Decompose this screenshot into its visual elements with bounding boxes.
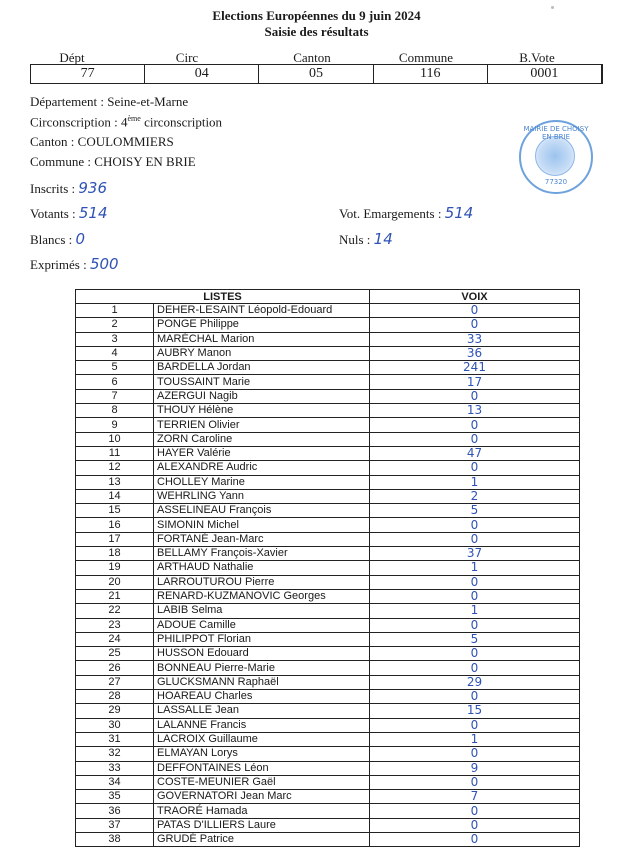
- row-number: 10: [76, 432, 154, 446]
- row-list-name: TERRIEN Olivier: [154, 418, 370, 432]
- commune-line: Commune : CHOISY EN BRIE: [30, 154, 196, 169]
- results-table: [75, 289, 580, 847]
- row-votes: 0: [370, 690, 580, 704]
- row-list-name: SIMONIN Michel: [154, 518, 370, 532]
- row-number: 7: [76, 389, 154, 403]
- row-number: 24: [76, 632, 154, 646]
- row-list-name: LABIB Selma: [154, 604, 370, 618]
- header-circ: Circ: [175, 50, 199, 65]
- row-votes: 0: [370, 647, 580, 661]
- row-votes: 2: [370, 489, 580, 503]
- row-votes: 1: [370, 604, 580, 618]
- row-number: 26: [76, 661, 154, 675]
- row-number: 17: [76, 532, 154, 546]
- row-list-name: BARDELLA Jordan: [154, 361, 370, 375]
- row-votes: 36: [370, 346, 580, 360]
- row-number: 9: [76, 418, 154, 432]
- blancs-value: 0: [75, 230, 86, 248]
- row-number: 5: [76, 361, 154, 375]
- table-row: [76, 389, 580, 403]
- table-row: [76, 432, 580, 446]
- row-list-name: GLUCKSMANN Raphaël: [154, 675, 370, 689]
- row-list-name: PONGE Philippe: [154, 318, 370, 332]
- row-votes: 0: [370, 389, 580, 403]
- row-number: 19: [76, 561, 154, 575]
- row-votes: 0: [370, 661, 580, 675]
- row-number: 3: [76, 332, 154, 346]
- row-votes: 17: [370, 375, 580, 389]
- stamp-text: MAIRIE DE CHOISY EN BRIE: [523, 125, 589, 141]
- row-number: 11: [76, 446, 154, 460]
- row-list-name: TRAORÉ Hamada: [154, 804, 370, 818]
- table-row: [76, 647, 580, 661]
- table-row: [76, 446, 580, 460]
- stamp-seal-icon: [535, 136, 575, 176]
- row-votes: 33: [370, 332, 580, 346]
- stamp-code: 77320: [544, 178, 568, 186]
- emargements-row: Vot. Emargements : 514: [339, 204, 474, 222]
- table-row: [76, 732, 580, 746]
- table-row: [76, 604, 580, 618]
- row-list-name: TOUSSAINT Marie: [154, 375, 370, 389]
- row-number: 15: [76, 504, 154, 518]
- row-votes: 0: [370, 575, 580, 589]
- row-votes: 0: [370, 318, 580, 332]
- row-votes: 0: [370, 432, 580, 446]
- row-list-name: COSTE-MEUNIER Gaël: [154, 775, 370, 789]
- table-row: [76, 761, 580, 775]
- row-votes: 0: [370, 832, 580, 846]
- row-votes: 0: [370, 775, 580, 789]
- table-row: [76, 404, 580, 418]
- row-number: 36: [76, 804, 154, 818]
- votants-value: 514: [78, 204, 108, 222]
- row-list-name: CHOLLEY Marine: [154, 475, 370, 489]
- row-number: 27: [76, 675, 154, 689]
- header-bvote: B.Vote: [519, 50, 555, 65]
- canton-line: Canton : COULOMMIERS: [30, 134, 174, 149]
- row-number: 23: [76, 618, 154, 632]
- table-row: [76, 318, 580, 332]
- row-number: 35: [76, 790, 154, 804]
- table-row: [76, 618, 580, 632]
- row-list-name: HUSSON Edouard: [154, 647, 370, 661]
- listes-header: LISTES: [76, 290, 370, 304]
- row-list-name: BELLAMY François-Xavier: [154, 547, 370, 561]
- row-list-name: AUBRY Manon: [154, 346, 370, 360]
- row-list-name: ARTHAUD Nathalie: [154, 561, 370, 575]
- code-circ: 04: [145, 65, 259, 83]
- row-list-name: GOVERNATORI Jean Marc: [154, 790, 370, 804]
- row-list-name: BONNEAU Pierre-Marie: [154, 661, 370, 675]
- table-row: [76, 632, 580, 646]
- row-votes: 7: [370, 790, 580, 804]
- row-votes: 0: [370, 304, 580, 318]
- row-votes: 9: [370, 761, 580, 775]
- row-votes: 1: [370, 561, 580, 575]
- row-votes: 0: [370, 518, 580, 532]
- table-row: [76, 418, 580, 432]
- table-row: [76, 475, 580, 489]
- code-bvote: 0001: [530, 66, 559, 81]
- table-row: [76, 704, 580, 718]
- row-number: 37: [76, 818, 154, 832]
- row-list-name: HAYER Valérie: [154, 446, 370, 460]
- row-list-name: RENARD-KUZMANOVIC Georges: [154, 589, 370, 603]
- row-number: 18: [76, 547, 154, 561]
- table-row: [76, 661, 580, 675]
- row-list-name: WEHRLING Yann: [154, 489, 370, 503]
- exprimes-value: 500: [89, 255, 119, 273]
- row-number: 25: [76, 647, 154, 661]
- emargements-value: 514: [444, 204, 474, 222]
- row-list-name: DEHER-LESAINT Léopold-Edouard: [154, 304, 370, 318]
- table-row: [76, 818, 580, 832]
- row-list-name: LARROUTUROU Pierre: [154, 575, 370, 589]
- document-subtitle: Saisie des résultats: [264, 24, 369, 39]
- row-list-name: FORTANÉ Jean-Marc: [154, 532, 370, 546]
- exprimes-row: Exprimés : 500: [30, 255, 119, 273]
- table-row: [76, 790, 580, 804]
- row-list-name: ZORN Caroline: [154, 432, 370, 446]
- row-list-name: ADOUE Camille: [154, 618, 370, 632]
- table-row: [76, 575, 580, 589]
- table-row: [76, 532, 580, 546]
- row-list-name: PHILIPPOT Florian: [154, 632, 370, 646]
- row-number: 1: [76, 304, 154, 318]
- row-list-name: ELMAYAN Lorys: [154, 747, 370, 761]
- votants-row: Votants : 514: [30, 204, 108, 222]
- row-number: 32: [76, 747, 154, 761]
- row-number: 8: [76, 404, 154, 418]
- row-votes: 0: [370, 804, 580, 818]
- row-list-name: ASSELINEAU François: [154, 504, 370, 518]
- row-votes: 0: [370, 461, 580, 475]
- header-dept: Dépt: [59, 50, 85, 65]
- row-list-name: MARÉCHAL Marion: [154, 332, 370, 346]
- table-row: [76, 589, 580, 603]
- row-votes: 37: [370, 547, 580, 561]
- row-votes: 0: [370, 618, 580, 632]
- row-number: 6: [76, 375, 154, 389]
- row-number: 28: [76, 690, 154, 704]
- row-number: 2: [76, 318, 154, 332]
- row-votes: 47: [370, 446, 580, 460]
- row-number: 16: [76, 518, 154, 532]
- table-row: [76, 804, 580, 818]
- row-number: 38: [76, 832, 154, 846]
- row-votes: 241: [370, 361, 580, 375]
- row-number: 12: [76, 461, 154, 475]
- row-list-name: GRUDÉ Patrice: [154, 832, 370, 846]
- row-number: 30: [76, 718, 154, 732]
- row-number: 33: [76, 761, 154, 775]
- voix-header: VOIX: [370, 290, 580, 304]
- row-list-name: LASSALLE Jean: [154, 704, 370, 718]
- table-row: [76, 304, 580, 318]
- codes-row: [30, 64, 603, 84]
- row-votes: 5: [370, 504, 580, 518]
- scan-speck: [551, 6, 554, 9]
- code-dept: 77: [31, 65, 145, 83]
- row-number: 20: [76, 575, 154, 589]
- row-number: 22: [76, 604, 154, 618]
- row-number: 4: [76, 346, 154, 360]
- row-list-name: LALANNE Francis: [154, 718, 370, 732]
- row-number: 21: [76, 589, 154, 603]
- row-votes: 1: [370, 475, 580, 489]
- departement-line: Département : Seine-et-Marne: [30, 94, 189, 109]
- row-votes: 29: [370, 675, 580, 689]
- table-row: [76, 718, 580, 732]
- inscrits-row: Inscrits : 936: [30, 179, 108, 197]
- blancs-row: Blancs : 0: [30, 230, 86, 248]
- row-votes: 0: [370, 418, 580, 432]
- code-commune: 116: [374, 65, 488, 83]
- row-votes: 0: [370, 589, 580, 603]
- nuls-value: 14: [373, 230, 393, 248]
- table-row: [76, 489, 580, 503]
- circonscription-line: Circonscription : 4ème circonscription: [30, 114, 223, 130]
- table-row: [76, 547, 580, 561]
- row-list-name: DEFFONTAINES Léon: [154, 761, 370, 775]
- header-commune: Commune: [398, 50, 454, 65]
- row-list-name: HOAREAU Charles: [154, 690, 370, 704]
- inscrits-value: 936: [78, 179, 108, 197]
- nuls-row: Nuls : 14: [339, 230, 393, 248]
- table-row: [76, 504, 580, 518]
- table-row: [76, 346, 580, 360]
- mairie-stamp: [519, 120, 593, 194]
- row-list-name: AZERGUI Nagib: [154, 389, 370, 403]
- row-number: 14: [76, 489, 154, 503]
- table-row: [76, 675, 580, 689]
- row-number: 31: [76, 732, 154, 746]
- row-votes: 15: [370, 704, 580, 718]
- row-list-name: PATAS D'ILLIERS Laure: [154, 818, 370, 832]
- table-row: [76, 361, 580, 375]
- row-votes: 0: [370, 532, 580, 546]
- header-canton: Canton: [293, 50, 331, 65]
- row-number: 13: [76, 475, 154, 489]
- table-row: [76, 332, 580, 346]
- table-row: [76, 461, 580, 475]
- row-votes: 0: [370, 718, 580, 732]
- table-row: [76, 375, 580, 389]
- row-votes: 13: [370, 404, 580, 418]
- row-votes: 1: [370, 732, 580, 746]
- code-canton: 05: [259, 65, 373, 83]
- row-number: 34: [76, 775, 154, 789]
- row-list-name: LACROIX Guillaume: [154, 732, 370, 746]
- table-row: [76, 832, 580, 846]
- row-votes: 0: [370, 818, 580, 832]
- row-votes: 0: [370, 747, 580, 761]
- row-list-name: THOUY Hélène: [154, 404, 370, 418]
- table-row: [76, 747, 580, 761]
- row-number: 29: [76, 704, 154, 718]
- row-list-name: ALEXANDRE Audric: [154, 461, 370, 475]
- table-row: [76, 775, 580, 789]
- document-title: Elections Européennes du 9 juin 2024: [212, 8, 421, 23]
- row-votes: 5: [370, 632, 580, 646]
- table-row: [76, 690, 580, 704]
- table-row: [76, 518, 580, 532]
- table-row: [76, 561, 580, 575]
